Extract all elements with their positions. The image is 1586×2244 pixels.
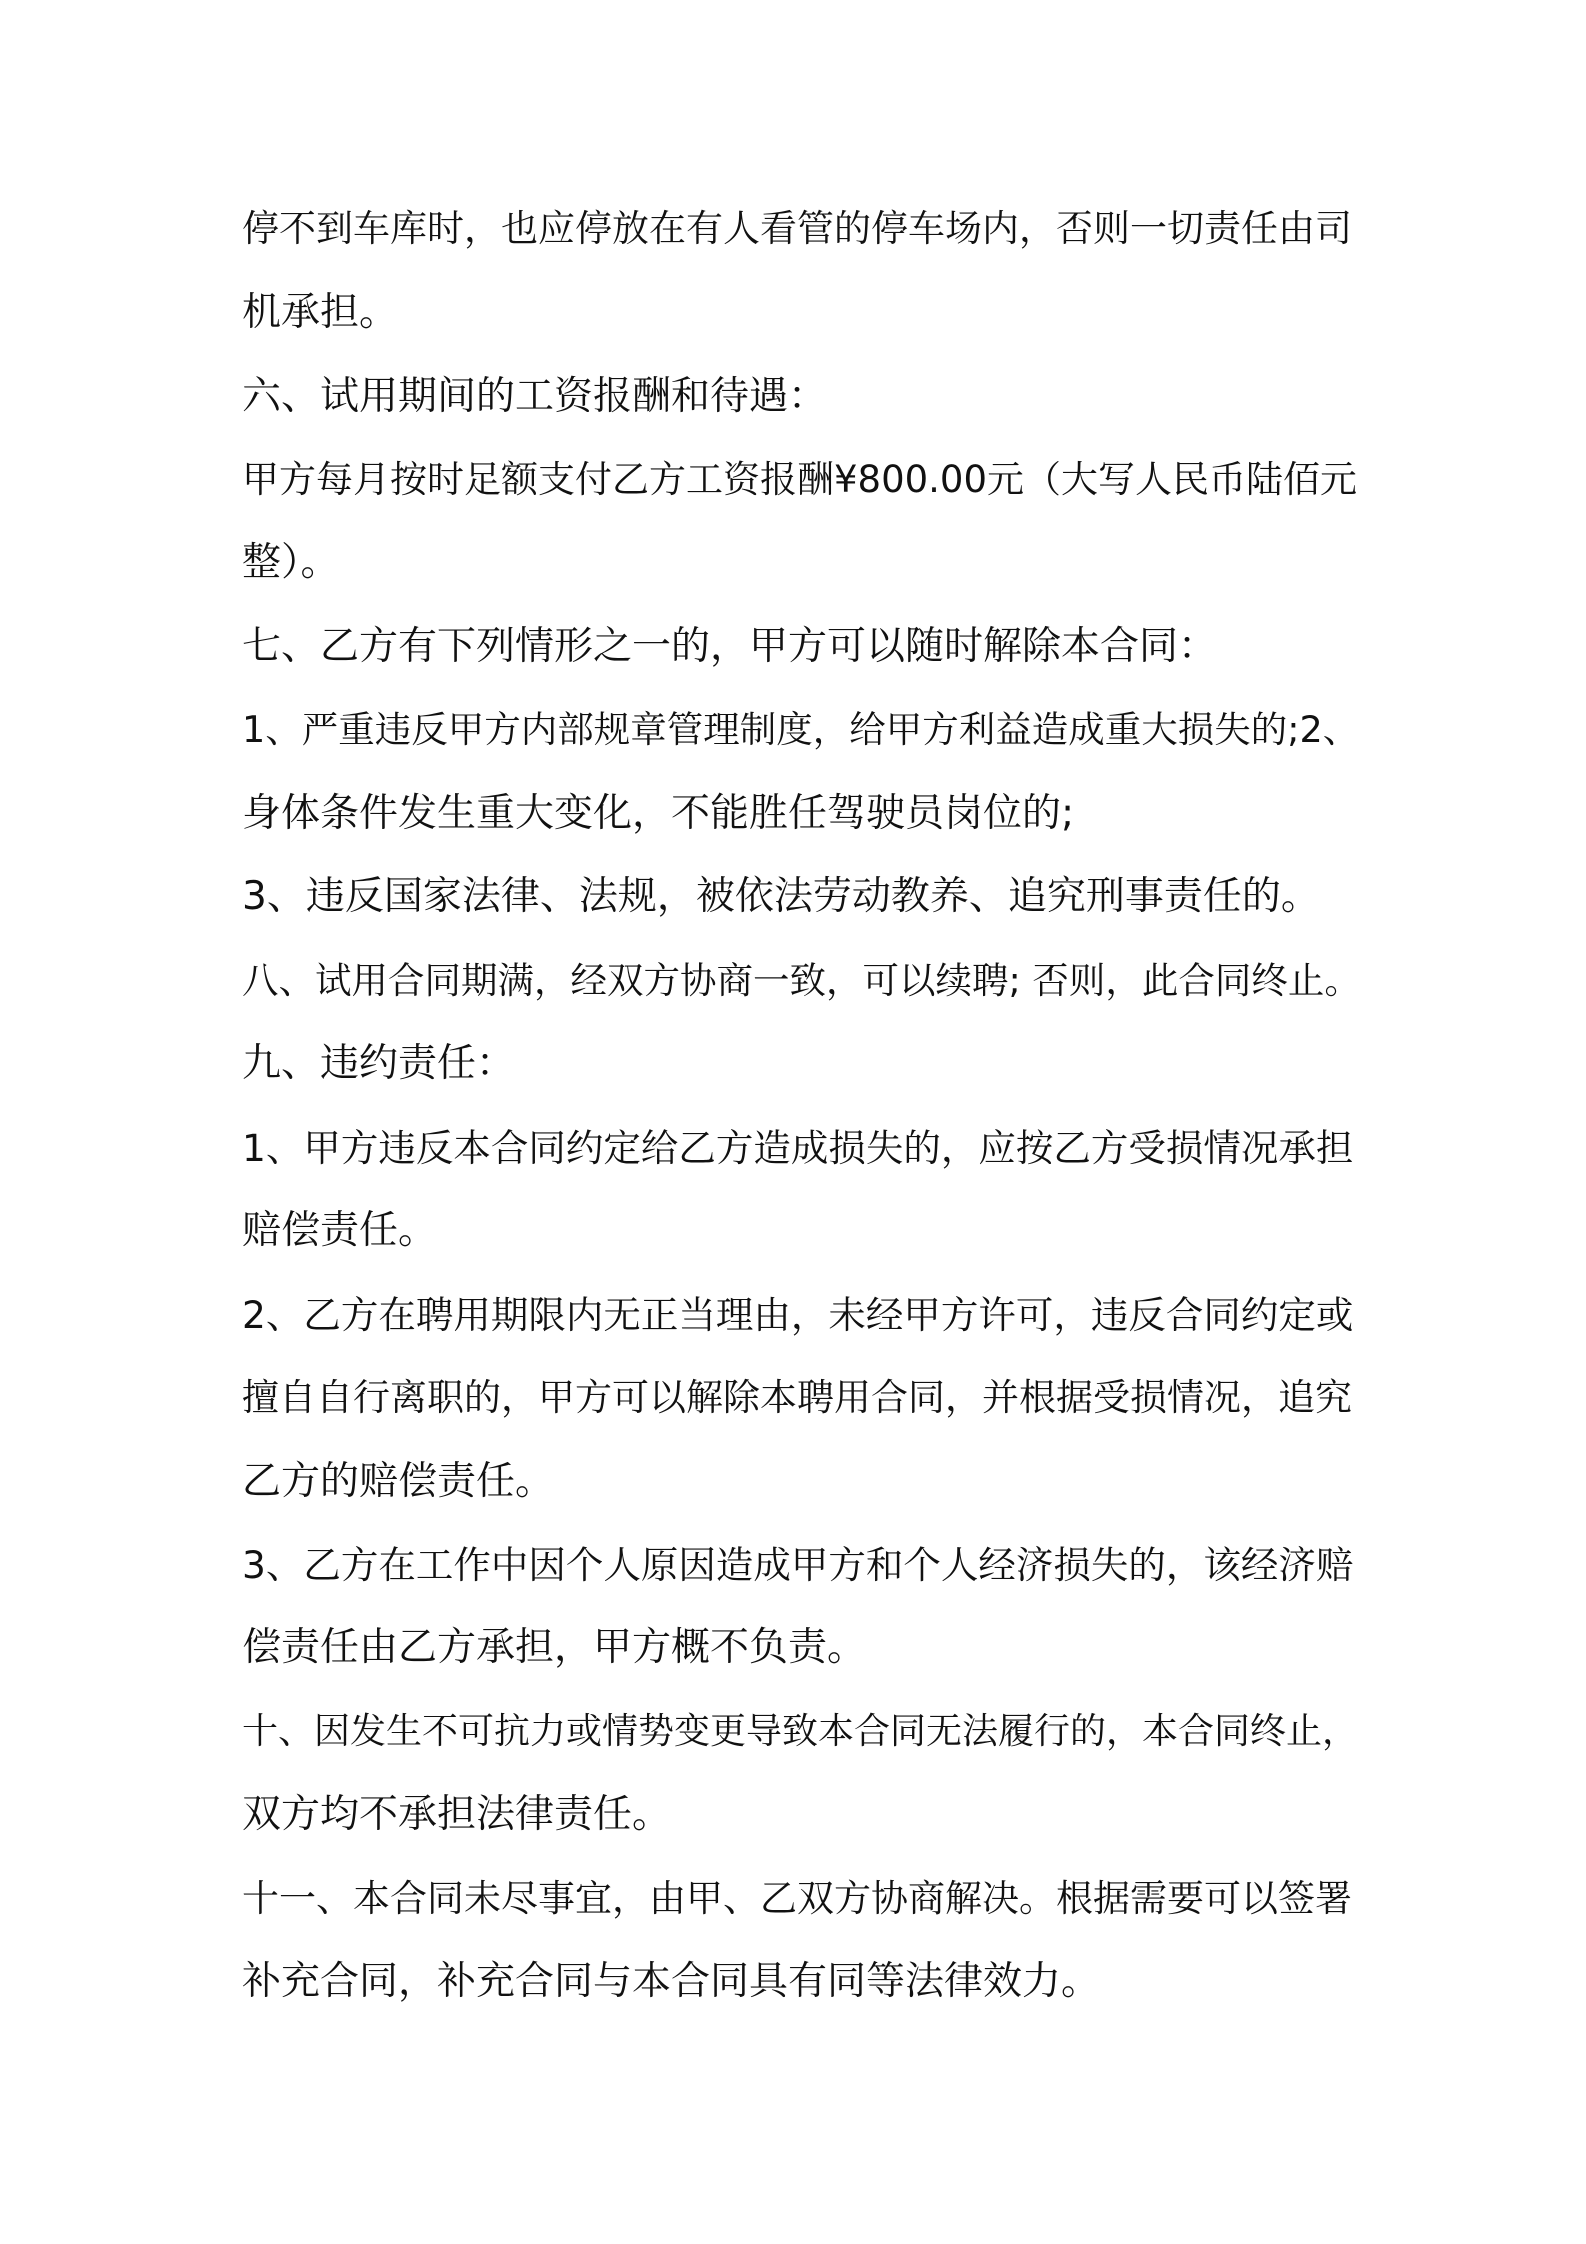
text-line: 赔偿责任。 <box>242 1208 438 1253</box>
text-line: 停不到车库时，也应停放在有人看管的停车场内，否则一切责任由司 <box>242 207 1352 250</box>
section-heading: 九、违约责任： <box>242 1041 516 1086</box>
text-line: 2、乙方在聘用期限内无正当理由，未经甲方许可，违反合同约定或 <box>242 1293 1354 1337</box>
text-line: 3、乙方在工作中因个人原因造成甲方和个人经济损失的，该经济赔 <box>242 1543 1354 1587</box>
text-line: 偿责任由乙方承担，甲方概不负责。 <box>242 1625 867 1670</box>
section-heading: 六、试用期间的工资报酬和待遇： <box>242 374 828 419</box>
text-line: 双方均不承担法律责任。 <box>242 1792 672 1837</box>
text-line: 3、违反国家法律、法规，被依法劳动教养、追究刑事责任的。 <box>242 874 1320 919</box>
text-line: 乙方的赔偿责任。 <box>242 1459 555 1504</box>
text-line: 1、甲方违反本合同约定给乙方造成损失的，应按乙方受损情况承担 <box>242 1126 1354 1170</box>
text-line: 补充合同，补充合同与本合同具有同等法律效力。 <box>242 1959 1101 2004</box>
text-line: 机承担。 <box>242 290 399 335</box>
text-line: 1、严重违反甲方内部规章管理制度，给甲方利益造成重大损失的;2、 <box>242 708 1360 751</box>
section-heading: 十、因发生不可抗力或情势变更导致本合同无法履行的，本合同终止， <box>242 1711 1359 1752</box>
text-line: 身体条件发生重大变化，不能胜任驾驶员岗位的; <box>242 791 1075 836</box>
section-heading: 八、试用合同期满，经双方协商一致，可以续聘; 否则，此合同终止。 <box>242 959 1361 1002</box>
section-heading: 七、乙方有下列情形之一的，甲方可以随时解除本合同： <box>242 624 1218 669</box>
text-line: 甲方每月按时足额支付乙方工资报酬¥800.00元（大写人民币陆佰元 <box>242 458 1358 501</box>
section-heading: 十一、本合同未尽事宜，由甲、乙双方协商解决。根据需要可以签署 <box>242 1877 1352 1920</box>
text-line: 擅自自行离职的，甲方可以解除本聘用合同，并根据受损情况，追究 <box>242 1376 1352 1419</box>
text-line: 整）。 <box>242 540 340 585</box>
